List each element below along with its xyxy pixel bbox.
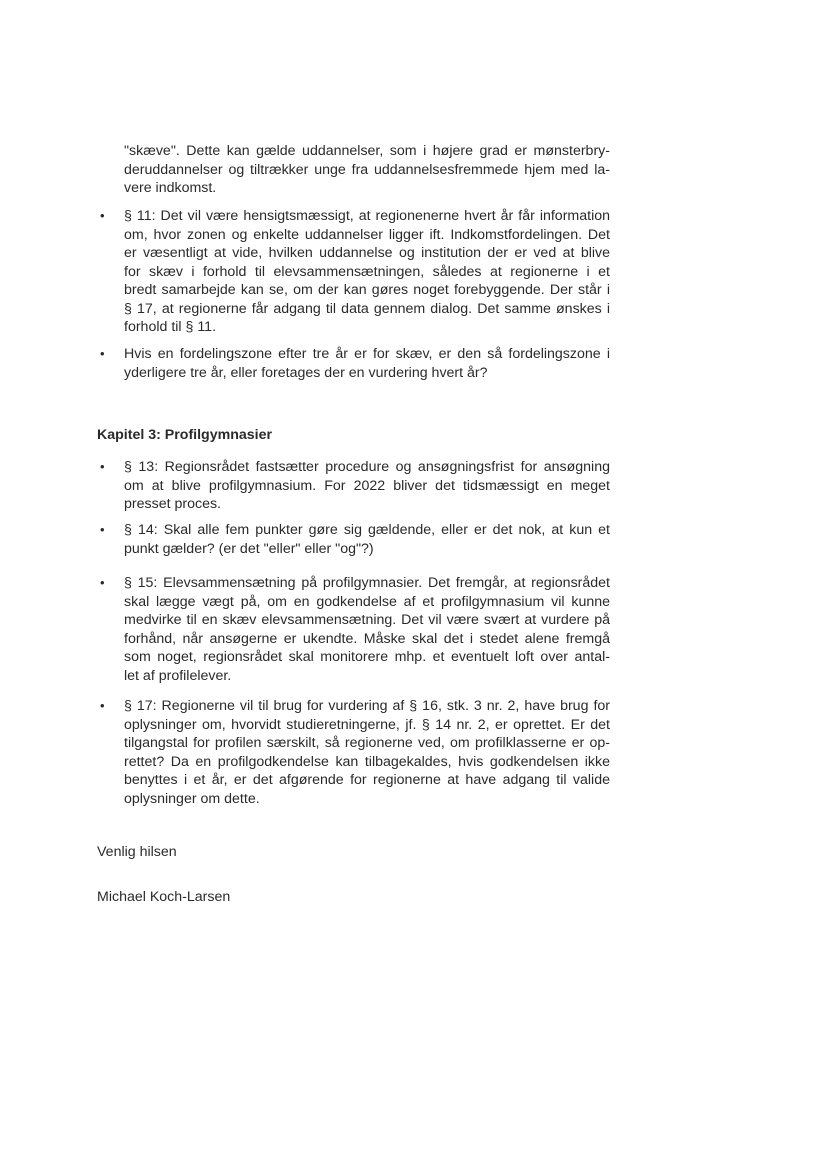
text-line: som noget, regionsrådet skal monitorere mhp. et eventuelt loft over antal- <box>124 649 610 665</box>
bullet-item <box>100 697 610 808</box>
text-line: oplysninger om dette. <box>124 790 260 807</box>
text-line: "skæve". Dette kan gælde uddannelser, som i højere grad er mønsterbry- <box>124 143 610 159</box>
bullet-item <box>100 345 610 382</box>
text-line: tilgangstal for profilen særskilt, så regionerne ved, om profilklasserne er op- <box>124 735 610 751</box>
text-line: punkt gælder? (er det "eller" eller "og"?) <box>124 540 374 557</box>
bullet-icon: • <box>100 698 105 713</box>
text-line: let af profilelever. <box>124 667 232 684</box>
text-line: oplysninger om, hvorvidt studieretningerne, jf. § 14 nr. 2, er oprettet. Er det <box>124 716 610 733</box>
text-line: deruddannelser og tiltrækker unge fra uddannelsesfremmede hjem med la- <box>124 161 610 178</box>
bullet-icon: • <box>100 575 105 590</box>
bullet-icon: • <box>100 208 105 223</box>
text-line: § 11: Det vil være hensigtsmæssigt, at regionenerne hvert år får information <box>124 208 610 224</box>
text-line: er væsentligt at vide, hvilken uddannelse og institution der er ved at blive <box>124 245 610 261</box>
text-line: forhånd, når ansøgerne er ukendte. Måske skal det i stedet alene fremgå <box>124 630 610 647</box>
text-line: presset proces. <box>124 496 221 512</box>
text-line: § 13: Regionsrådet fastsætter procedure og ansøgningsfrist for ansøgning <box>124 459 610 475</box>
chapter-heading: Kapitel 3: Profilgymnasier <box>97 427 273 443</box>
text-line: skal lægge vægt på, om en godkendelse af et profilgymnasium vil kunne <box>124 593 610 610</box>
text-line: medvirke til en skæv elevsammensætning. Det vil være svært at vurdere på <box>124 612 610 628</box>
text-line: bredt samarbejde kan se, om der kan gøres noget forebyggende. Der står i <box>124 282 610 298</box>
text-line: § 15: Elevsammensætning på profilgymnasier. Det fremgår, at regionsrådet <box>124 575 610 591</box>
text-line: § 17: Regionerne vil til brug for vurdering af § 16, stk. 3 nr. 2, have brug for <box>124 698 610 714</box>
text-line: om, hvor zonen og enkelte uddannelser ligger ift. Indkomstfordelingen. Det <box>124 226 610 243</box>
text-line: Hvis en fordelingszone efter tre år er for skæv, er den så fordelingszone i <box>124 346 610 362</box>
bullet-item <box>100 207 610 337</box>
text-line: yderligere tre år, eller foretages der en vurdering hvert år? <box>124 364 488 381</box>
bullet-icon: • <box>100 346 105 361</box>
text-line: vere indkomst. <box>124 180 217 196</box>
bullet-icon: • <box>100 522 105 537</box>
intro-paragraph <box>124 142 610 198</box>
bullet-item <box>100 458 610 514</box>
bullet-item <box>100 521 610 558</box>
signature-name: Michael Koch-Larsen <box>97 889 231 905</box>
bullet-item <box>100 574 610 685</box>
bullet-icon: • <box>100 459 105 474</box>
closing-text: Venlig hilsen <box>97 844 177 860</box>
text-line: benyttes i et år, er det afgørende for regionerne at have adgang til valide <box>124 772 610 788</box>
text-line: rettet? Da en profilgodkendelse kan tilbagekaldes, hvis godkendelsen ikke <box>124 753 610 770</box>
text-line: § 17, at regionerne får adgang til data gennem dialog. Det samme ønskes i <box>124 300 610 317</box>
text-line: om at blive profilgymnasium. For 2022 bliver det tidsmæssigt en meget <box>124 477 610 494</box>
text-line: for skæv i forhold til elevsammensætningen, således at regionerne i et <box>124 263 610 280</box>
text-line: forhold til § 11. <box>124 319 217 335</box>
text-line: § 14: Skal alle fem punkter gøre sig gældende, eller er det nok, at kun et <box>124 522 610 538</box>
